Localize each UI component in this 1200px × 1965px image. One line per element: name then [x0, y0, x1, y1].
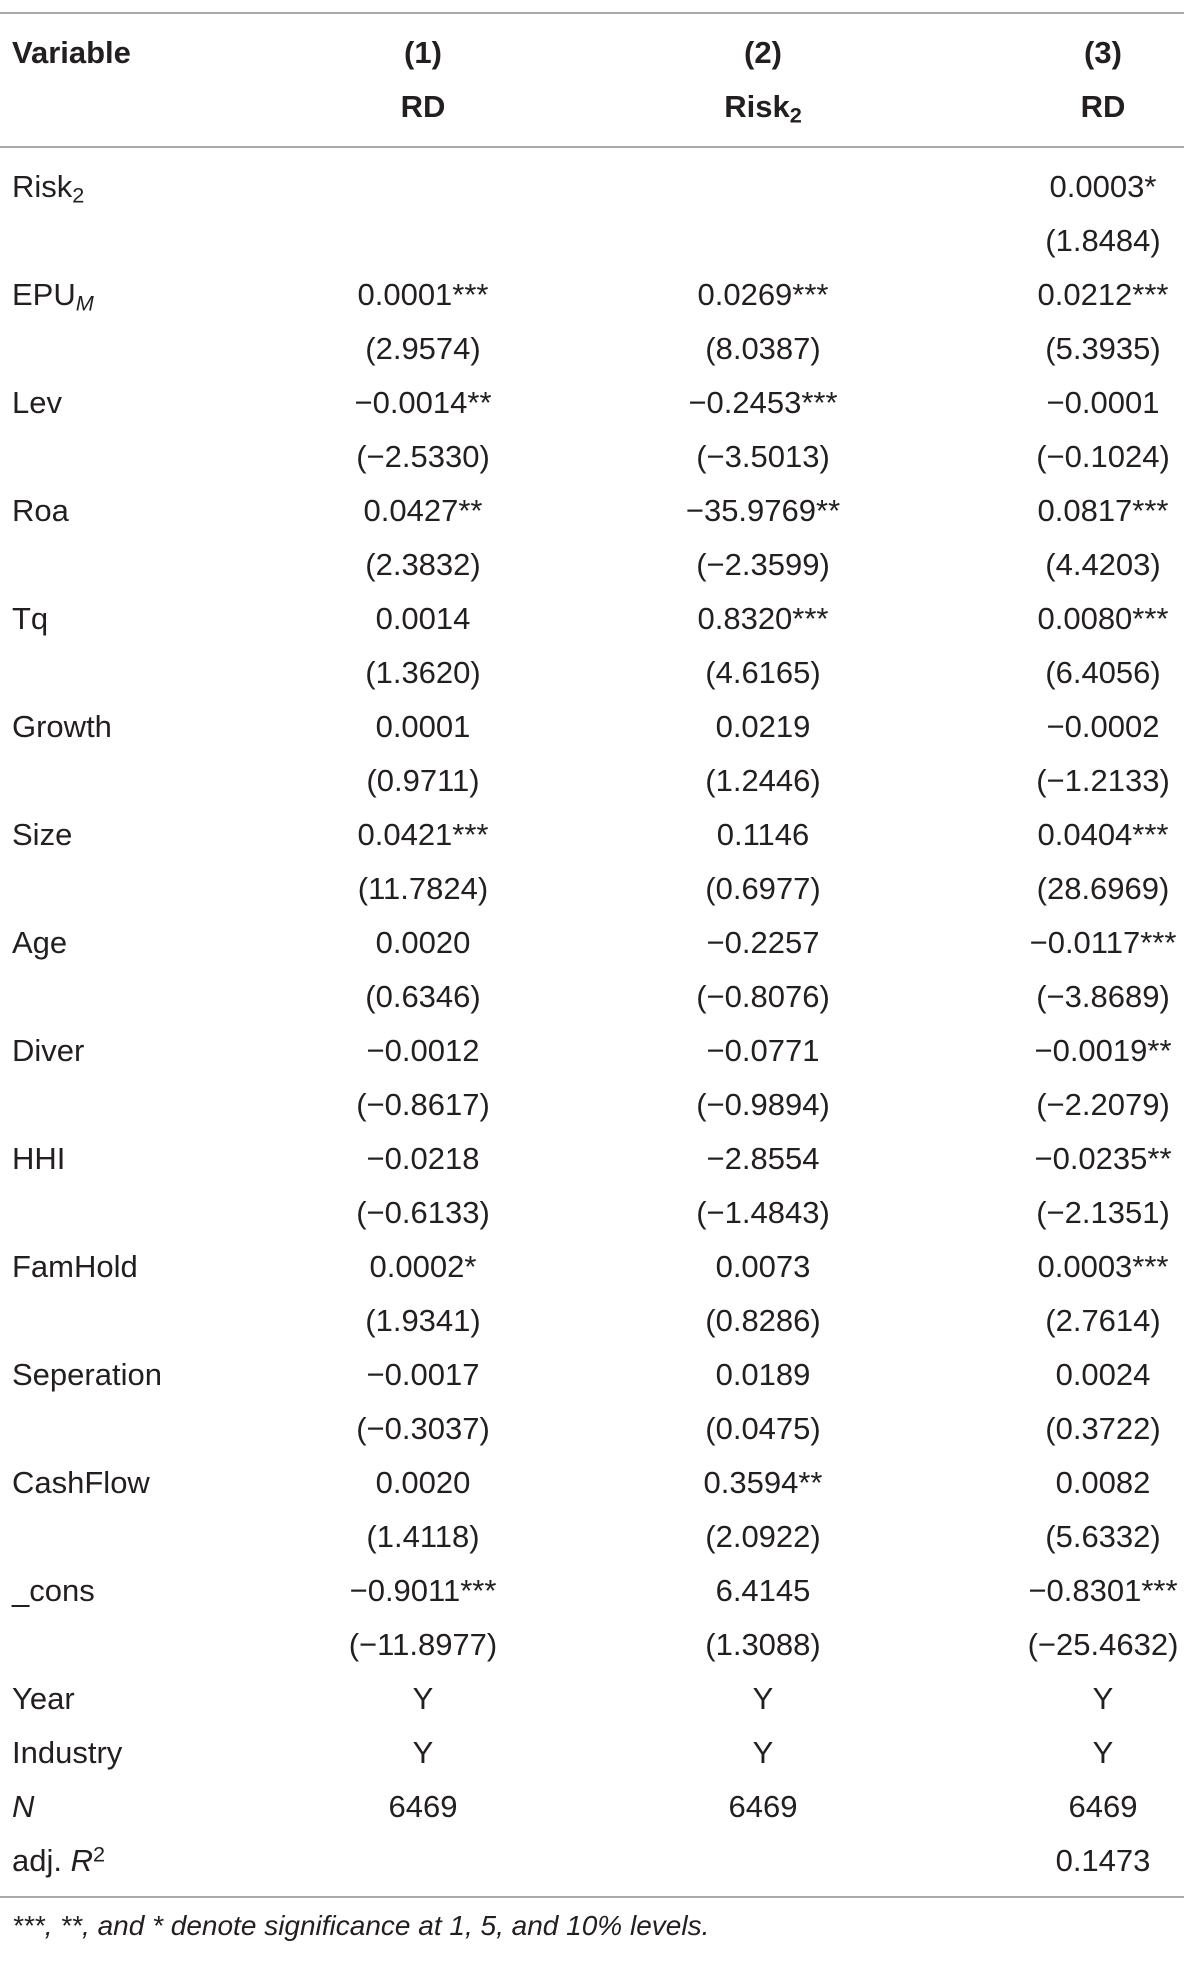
table-row	[0, 916, 1184, 970]
tstat-col1: (−2.5330)	[356, 439, 490, 474]
row-label: Lev	[12, 385, 62, 420]
tstat-col3: (5.3935)	[1045, 331, 1161, 366]
coef-col2: −2.8554	[706, 1141, 820, 1176]
table-row	[0, 1132, 1184, 1186]
table-row	[0, 160, 1184, 214]
tstat-col2: (0.6977)	[705, 871, 821, 906]
tstat-col3: (28.6969)	[1036, 871, 1170, 906]
top-rule	[0, 12, 1184, 14]
tstat-col2: (0.8286)	[705, 1303, 821, 1338]
row-label-base: Risk	[12, 169, 73, 204]
tstat-col2: (2.0922)	[705, 1519, 821, 1554]
value-col3: 6469	[1068, 1789, 1138, 1824]
table-row-tstat	[0, 1618, 1184, 1672]
row-label-sub: M	[75, 290, 94, 316]
table-row	[0, 1726, 1184, 1780]
table-row-tstat	[0, 1510, 1184, 1564]
table-row	[0, 592, 1184, 646]
table-row	[0, 1024, 1184, 1078]
table-row-tstat	[0, 970, 1184, 1024]
coef-col3: 0.0080***	[1037, 601, 1169, 636]
header-col1-name: RD	[400, 89, 446, 124]
table-row-tstat	[0, 1078, 1184, 1132]
tstat-col3: (−25.4632)	[1027, 1627, 1179, 1662]
tstat-col3: (−3.8689)	[1036, 979, 1170, 1014]
table-row-tstat	[0, 862, 1184, 916]
tstat-col1: (−11.8977)	[348, 1627, 498, 1662]
tstat-col1: (1.9341)	[365, 1303, 481, 1338]
coef-col2: 0.8320***	[697, 601, 829, 636]
row-label	[12, 1834, 105, 1888]
coef-col2: −0.0771	[706, 1033, 820, 1068]
coef-col1: −0.0014**	[354, 385, 492, 420]
coef-col1: 0.0020	[375, 1465, 471, 1500]
coef-col3: 0.0212***	[1037, 277, 1169, 312]
value-col2: Y	[752, 1735, 774, 1770]
coef-col1: 0.0427**	[363, 493, 483, 528]
tstat-col3: (1.8484)	[1045, 223, 1161, 258]
tstat-col2: (8.0387)	[705, 331, 821, 366]
row-label: Tq	[12, 601, 49, 636]
coef-col1: −0.0012	[366, 1033, 480, 1068]
table-row	[0, 268, 1184, 322]
table-row	[0, 1348, 1184, 1402]
value-col1: Y	[412, 1681, 434, 1716]
row-label: Growth	[12, 709, 112, 744]
coef-col1: 0.0020	[375, 925, 471, 960]
coef-col2: 6.4145	[715, 1573, 811, 1608]
header-col2-num: (2)	[744, 35, 782, 70]
coef-col1: −0.0218	[366, 1141, 480, 1176]
coef-col1: 0.0001***	[357, 277, 489, 312]
table-row-tstat	[0, 538, 1184, 592]
table-row-tstat	[0, 214, 1184, 268]
row-label: Roa	[12, 493, 69, 528]
coef-col2: 0.0219	[715, 709, 811, 744]
table-row	[0, 376, 1184, 430]
table-row	[0, 700, 1184, 754]
coef-col3: 0.0003*	[1049, 169, 1157, 204]
coef-col1: 0.0001	[375, 709, 471, 744]
table-row-tstat	[0, 1294, 1184, 1348]
tstat-col3: (−0.1024)	[1036, 439, 1170, 474]
coef-col2: −0.2453***	[688, 385, 838, 420]
tstat-col1: (0.6346)	[365, 979, 481, 1014]
tstat-col2: (−0.8076)	[696, 979, 830, 1014]
row-label: HHI	[12, 1141, 66, 1176]
header-col3-name: RD	[1080, 89, 1126, 124]
table-row	[0, 1672, 1184, 1726]
bottom-rule	[0, 1896, 1184, 1898]
row-label: N	[12, 1789, 35, 1824]
row-label: Seperation	[12, 1357, 162, 1392]
coef-col2: 0.0269***	[697, 277, 829, 312]
coef-col3: −0.0001	[1046, 385, 1160, 420]
value-col2: Y	[752, 1681, 774, 1716]
tstat-col3: (−1.2133)	[1036, 763, 1170, 798]
value-col3: Y	[1092, 1735, 1114, 1770]
header-variable: Variable	[12, 35, 131, 70]
table-row-tstat	[0, 1186, 1184, 1240]
header-row-1	[0, 26, 1184, 80]
tstat-col2: (−3.5013)	[696, 439, 830, 474]
header-col2-name	[613, 80, 913, 134]
coef-col3: −0.0117***	[1029, 925, 1177, 960]
value-col3: Y	[1092, 1681, 1114, 1716]
tstat-col1: (−0.8617)	[356, 1087, 490, 1122]
tstat-col1: (0.9711)	[366, 763, 480, 798]
row-label: CashFlow	[12, 1465, 150, 1500]
row-label	[12, 268, 94, 322]
header-col2-name-sub: 2	[789, 102, 802, 128]
tstat-col2: (−0.9894)	[696, 1087, 830, 1122]
tstat-col2: (4.6165)	[705, 655, 821, 690]
table-row	[0, 1834, 1184, 1888]
row-label-r: R	[70, 1843, 93, 1878]
tstat-col2: (0.0475)	[705, 1411, 821, 1446]
coef-col2: 0.0073	[715, 1249, 811, 1284]
header-col2-name-base: Risk	[724, 89, 790, 124]
row-label: Diver	[12, 1033, 85, 1068]
coef-col3: −0.8301***	[1028, 1573, 1178, 1608]
coef-col2: 0.0189	[715, 1357, 811, 1392]
header-col1-num: (1)	[404, 35, 442, 70]
coef-col3: −0.0235**	[1034, 1141, 1172, 1176]
row-label: FamHold	[12, 1249, 138, 1284]
coef-col3: 0.0003***	[1037, 1249, 1169, 1284]
row-label: Industry	[12, 1735, 123, 1770]
row-label-base: adj.	[12, 1843, 71, 1878]
coef-col2: 0.1146	[716, 817, 810, 852]
tstat-col1: (1.3620)	[365, 655, 481, 690]
tstat-col2: (−1.4843)	[696, 1195, 830, 1230]
tstat-col1: (11.7824)	[357, 871, 489, 906]
coef-col3: −0.0019**	[1034, 1033, 1172, 1068]
tstat-col1: (−0.6133)	[356, 1195, 490, 1230]
tstat-col1: (2.3832)	[365, 547, 481, 582]
coef-col1: 0.0421***	[357, 817, 489, 852]
coef-col1: 0.0002*	[369, 1249, 477, 1284]
table-row-tstat	[0, 646, 1184, 700]
coef-col2: −35.9769**	[685, 493, 841, 528]
tstat-col3: (5.6332)	[1045, 1519, 1161, 1554]
value-col2: 6469	[728, 1789, 798, 1824]
table-row-tstat	[0, 1402, 1184, 1456]
row-label: Year	[12, 1681, 75, 1716]
value-col1: 6469	[388, 1789, 458, 1824]
row-label-sup: 2	[93, 1841, 106, 1867]
value-col1: Y	[412, 1735, 434, 1770]
table-row	[0, 1240, 1184, 1294]
coef-col2: 0.3594**	[703, 1465, 823, 1500]
header-col3-num: (3)	[1084, 35, 1122, 70]
row-label-sub: 2	[72, 182, 85, 208]
coef-col3: 0.0082	[1055, 1465, 1151, 1500]
tstat-col1: (2.9574)	[365, 331, 481, 366]
tstat-col3: (−2.1351)	[1036, 1195, 1170, 1230]
tstat-col1: (−0.3037)	[356, 1411, 490, 1446]
tstat-col3: (−2.2079)	[1036, 1087, 1170, 1122]
row-label	[12, 160, 84, 214]
table-row	[0, 1780, 1184, 1834]
coef-col1: −0.9011***	[349, 1573, 497, 1608]
tstat-col3: (0.3722)	[1045, 1411, 1161, 1446]
row-label: _cons	[12, 1573, 95, 1608]
table-row	[0, 1456, 1184, 1510]
tstat-col1: (1.4118)	[366, 1519, 480, 1554]
tstat-col3: (4.4203)	[1045, 547, 1161, 582]
coef-col3: 0.0404***	[1037, 817, 1169, 852]
tstat-col3: (6.4056)	[1045, 655, 1161, 690]
tstat-col2: (−2.3599)	[696, 547, 830, 582]
table-row	[0, 484, 1184, 538]
value-col3: 0.1473	[1055, 1843, 1151, 1878]
coef-col2: −0.2257	[706, 925, 820, 960]
header-rule	[0, 146, 1184, 148]
table-row-tstat	[0, 322, 1184, 376]
tstat-col3: (2.7614)	[1045, 1303, 1161, 1338]
row-label-base: EPU	[12, 277, 76, 312]
coef-col1: 0.0014	[375, 601, 471, 636]
table-footnote: ***, **, and * denote significance at 1, 5, and 10% levels.	[12, 1910, 710, 1941]
table-row	[0, 808, 1184, 862]
table-row-tstat	[0, 430, 1184, 484]
row-label: Age	[12, 925, 68, 960]
tstat-col2: (1.3088)	[705, 1627, 821, 1662]
coef-col3: −0.0002	[1046, 709, 1160, 744]
tstat-col2: (1.2446)	[705, 763, 821, 798]
table-row-tstat	[0, 754, 1184, 808]
row-label: Size	[12, 817, 73, 852]
table-row	[0, 1564, 1184, 1618]
coef-col1: −0.0017	[366, 1357, 480, 1392]
coef-col3: 0.0024	[1055, 1357, 1151, 1392]
header-row-2	[0, 80, 1184, 134]
coef-col3: 0.0817***	[1037, 493, 1169, 528]
